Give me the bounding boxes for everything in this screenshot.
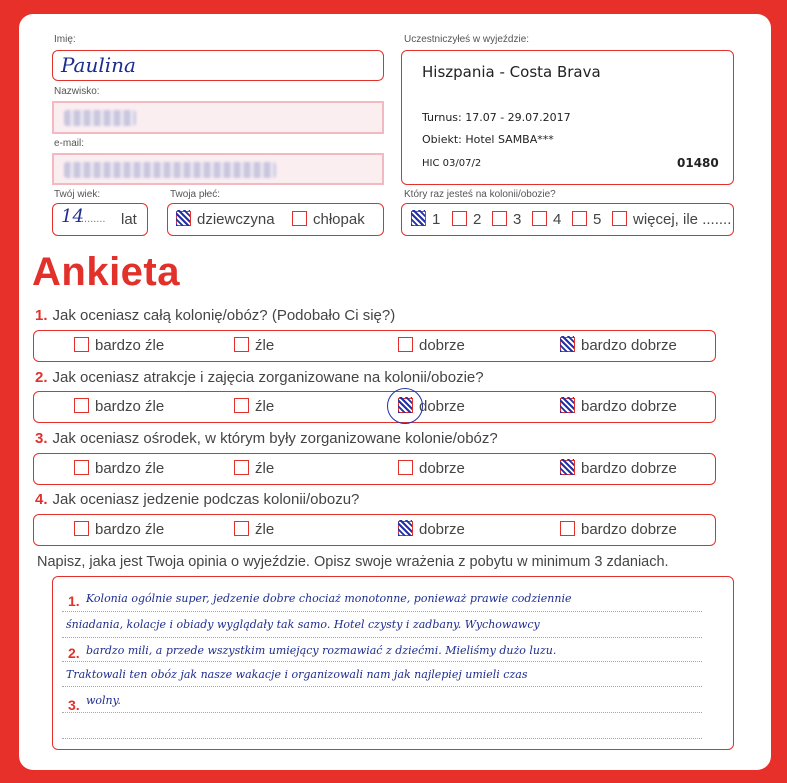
times-field xyxy=(401,203,734,236)
name-field[interactable] xyxy=(52,50,384,81)
question-2: 2. Jak oceniasz atrakcje i zajęcia zorganizowane na kolonii/obozie? xyxy=(35,369,484,386)
name-value: Paulina xyxy=(61,53,136,77)
trip-destination: Hiszpania - Costa Brava xyxy=(422,63,601,81)
q2-option-bardzo-zle[interactable]: bardzo źle xyxy=(74,398,164,415)
trip-number: 01480 xyxy=(677,156,719,170)
surname-field[interactable] xyxy=(52,101,384,134)
age-value: 14 xyxy=(61,206,84,227)
age-unit: lat xyxy=(121,211,137,228)
question-4-answers xyxy=(33,514,716,546)
gender-male-option[interactable]: chłopak xyxy=(292,211,365,228)
q3-option-bardzo-dobrze[interactable]: bardzo dobrze xyxy=(560,460,677,477)
q4-checkbox-2[interactable] xyxy=(234,521,249,536)
trip-code: HIC 03/07/2 xyxy=(422,158,482,169)
q4-checkbox-1[interactable] xyxy=(74,521,89,536)
trip-label: Uczestniczyłeś w wyjeździe: xyxy=(404,34,530,45)
name-label: Imię: xyxy=(54,34,76,45)
times-1-checkbox[interactable] xyxy=(411,211,426,226)
times-option-2[interactable]: 2 xyxy=(452,211,481,228)
gender-label: Twoja płeć: xyxy=(170,189,221,200)
q3-checkbox-1[interactable] xyxy=(74,460,89,475)
q1-option-bardzo-dobrze[interactable]: bardzo dobrze xyxy=(560,337,677,354)
age-field[interactable] xyxy=(52,203,148,236)
q3-checkbox-2[interactable] xyxy=(234,460,249,475)
q1-option-bardzo-zle[interactable]: bardzo źle xyxy=(74,337,164,354)
times-more-checkbox[interactable] xyxy=(612,211,627,226)
opinion-line-1 xyxy=(62,611,702,612)
opinion-line-4 xyxy=(62,686,702,687)
q3-option-zle[interactable]: źle xyxy=(234,460,274,477)
times-4-checkbox[interactable] xyxy=(532,211,547,226)
times-2-checkbox[interactable] xyxy=(452,211,467,226)
question-1: 1. Jak oceniasz całą kolonię/obóz? (Podobało Ci się?) xyxy=(35,307,396,324)
q2-checkbox-4[interactable] xyxy=(560,398,575,413)
question-1-answers xyxy=(33,330,716,362)
q2-checkbox-1[interactable] xyxy=(74,398,89,413)
q4-option-bardzo-zle[interactable]: bardzo źle xyxy=(74,521,164,538)
question-3: 3. Jak oceniasz ośrodek, w którym były zorganizowane kolonie/obóz? xyxy=(35,430,498,447)
opinion-line-6 xyxy=(62,738,702,739)
opinion-text-line-5: wolny. xyxy=(86,694,121,707)
times-5-checkbox[interactable] xyxy=(572,211,587,226)
trip-info-box xyxy=(401,50,734,185)
q1-checkbox-3[interactable] xyxy=(398,337,413,352)
q3-checkbox-3[interactable] xyxy=(398,460,413,475)
opinion-text-line-2: śniadania, kolacje i obiady wyglądały tak samo. Hotel czysty i zadbany. Wychowawcy xyxy=(66,618,540,631)
email-redacted xyxy=(64,162,276,178)
age-label: Twój wiek: xyxy=(54,189,101,200)
survey-title: Ankieta xyxy=(32,250,180,294)
times-option-4[interactable]: 4 xyxy=(532,211,561,228)
surname-label: Nazwisko: xyxy=(54,86,100,97)
surname-redacted xyxy=(64,110,136,126)
times-option-more[interactable]: więcej, ile ....... xyxy=(612,211,731,228)
gender-male-checkbox[interactable] xyxy=(292,211,307,226)
trip-turnus: Turnus: 17.07 - 29.07.2017 xyxy=(422,111,571,124)
q4-option-bardzo-dobrze[interactable]: bardzo dobrze xyxy=(560,521,677,538)
opinion-text-line-3: bardzo mili, a przede wszystkim umiejący rozmawiać z dziećmi. Mieliśmy dużo luzu. xyxy=(86,644,557,657)
q3-option-bardzo-zle[interactable]: bardzo źle xyxy=(74,460,164,477)
q1-checkbox-4[interactable] xyxy=(560,337,575,352)
times-option-1[interactable]: 1 xyxy=(411,211,440,228)
question-4: 4. Jak oceniasz jedzenie podczas kolonii/obozu? xyxy=(35,491,360,508)
opinion-number-1: 1. xyxy=(68,593,80,609)
age-dots: ........ xyxy=(81,213,106,225)
q3-option-dobrze[interactable]: dobrze xyxy=(398,460,465,477)
question-3-answers xyxy=(33,453,716,485)
opinion-text-line-1: Kolonia ogólnie super, jedzenie dobre chociaż monotonne, ponieważ prawie codziennie xyxy=(86,592,572,605)
q3-checkbox-4[interactable] xyxy=(560,460,575,475)
q4-option-dobrze[interactable]: dobrze xyxy=(398,521,465,538)
times-option-3[interactable]: 3 xyxy=(492,211,521,228)
opinion-prompt: Napisz, jaka jest Twoja opinia o wyjeździe. Opisz swoje wrażenia z pobytu w minimum 3 zdaniach. xyxy=(37,554,669,570)
opinion-line-5 xyxy=(62,712,702,713)
q1-checkbox-2[interactable] xyxy=(234,337,249,352)
gender-field xyxy=(167,203,384,236)
opinion-number-2: 2. xyxy=(68,645,80,661)
opinion-line-2 xyxy=(62,637,702,638)
q2-option-dobrze[interactable]: dobrze xyxy=(398,398,465,415)
q2-checkbox-2[interactable] xyxy=(234,398,249,413)
trip-obiekt: Obiekt: Hotel SAMBA*** xyxy=(422,133,554,146)
q2-circle-mark xyxy=(387,388,423,424)
q4-checkbox-4[interactable] xyxy=(560,521,575,536)
q4-option-zle[interactable]: źle xyxy=(234,521,274,538)
q2-option-zle[interactable]: źle xyxy=(234,398,274,415)
q2-option-bardzo-dobrze[interactable]: bardzo dobrze xyxy=(560,398,677,415)
times-option-5[interactable]: 5 xyxy=(572,211,601,228)
opinion-text-line-4: Traktowali ten obóz jak nasze wakacje i organizowali nam jak najlepiej umieli czas xyxy=(66,668,528,681)
gender-female-checkbox[interactable] xyxy=(176,211,191,226)
times-3-checkbox[interactable] xyxy=(492,211,507,226)
q4-checkbox-3[interactable] xyxy=(398,521,413,536)
opinion-line-3 xyxy=(62,661,702,662)
q1-option-dobrze[interactable]: dobrze xyxy=(398,337,465,354)
q1-checkbox-1[interactable] xyxy=(74,337,89,352)
times-label: Który raz jesteś na kolonii/obozie? xyxy=(404,189,556,200)
gender-female-option[interactable]: dziewczyna xyxy=(176,211,275,228)
email-label: e-mail: xyxy=(54,138,85,149)
opinion-number-3: 3. xyxy=(68,697,80,713)
question-2-answers xyxy=(33,391,716,423)
email-field[interactable] xyxy=(52,153,384,185)
q1-option-zle[interactable]: źle xyxy=(234,337,274,354)
